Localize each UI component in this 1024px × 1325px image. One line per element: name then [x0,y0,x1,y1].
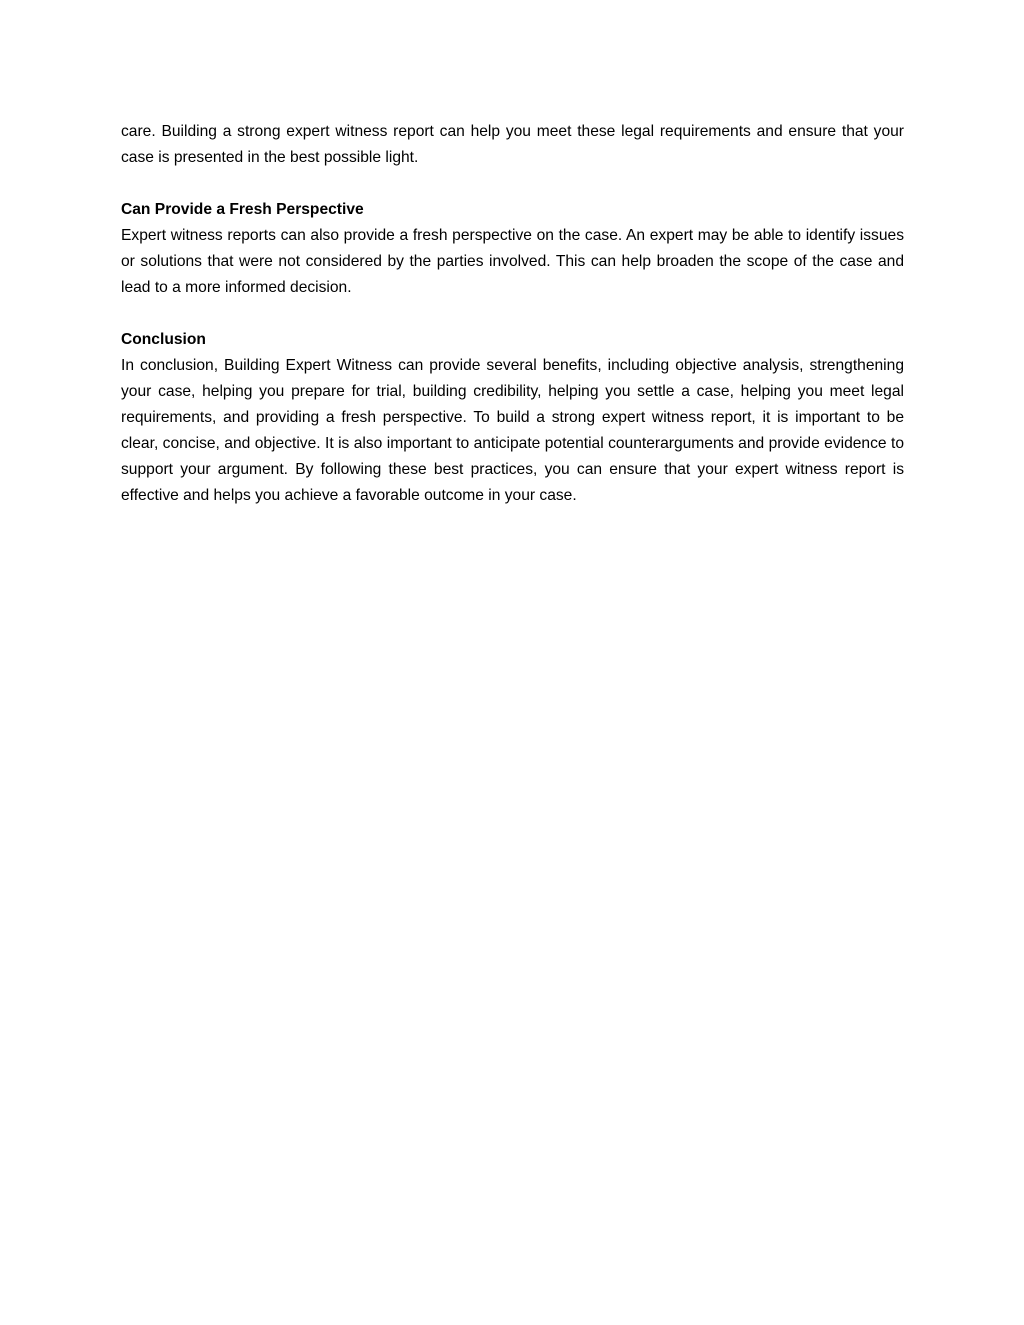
section-fresh-perspective [121,197,904,301]
section-body: Expert witness reports can also provide a fresh perspective on the case. An expert may be able to identify issues or solutions that were not considered by the parties involved. This can help broaden the scope of the case and lead to a more informed decision. [121,227,904,296]
paragraph-spacer [121,171,904,197]
intro-paragraph: care. Building a strong expert witness report can help you meet these legal requirements and ensure that your case is presented in the best possible light. [121,123,904,166]
paragraph-spacer [121,301,904,327]
document-page [121,119,904,509]
section-conclusion [121,327,904,509]
section-body: In conclusion, Building Expert Witness can provide several benefits, including objective analysis, strengthening your case, helping you prepare for trial, building credibility, helping you settle a case, helping you meet legal requirements, and providing a fresh perspective. To build a strong expert witness report, it is important to be clear, concise, and objective. It is also important to anticipate potential counterarguments and provide evidence to support your argument. By following these best practices, you can ensure that your expert witness report is effective and helps you achieve a favorable outcome in your case. [121,357,904,504]
section-heading: Conclusion [121,331,206,348]
section-heading: Can Provide a Fresh Perspective [121,201,364,218]
